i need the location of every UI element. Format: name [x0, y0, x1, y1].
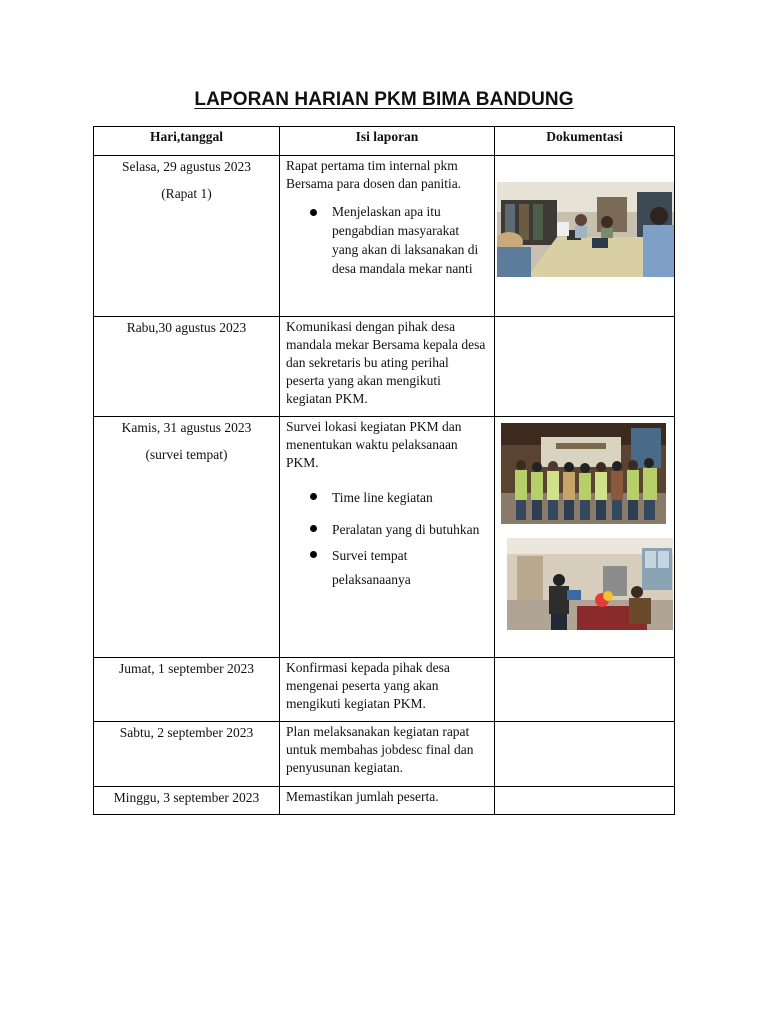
content-text: Komunikasi dengan pihak desa mandala mekar Bersama kepala desa dan sekretaris bu ating perihal peserta yang akan mengikuti kegiatan PKM. [286, 319, 486, 406]
report-table [93, 126, 675, 815]
group-photo [501, 423, 666, 524]
date-cell [94, 156, 280, 317]
date-text: Sabtu, 2 september 2023 [119, 725, 254, 740]
table-row [94, 658, 675, 722]
date-text: Rabu,30 agustus 2023 [126, 320, 247, 335]
content-text: Memastikan jumlah peserta. [286, 789, 439, 804]
table-row [94, 156, 675, 317]
documentation-cell [495, 787, 675, 815]
content-cell [280, 317, 495, 417]
date-note: (Rapat 1) [161, 186, 212, 201]
content-cell [280, 658, 495, 722]
bullet-item: Survei tempat pelaksanaanya [286, 544, 488, 592]
content-cell [280, 787, 495, 815]
documentation-cell [495, 156, 675, 317]
header-documentation: Dokumentasi [495, 127, 675, 156]
bullet-item: Time line kegiatan [286, 486, 488, 510]
table-row [94, 787, 675, 815]
date-text: Jumat, 1 september 2023 [119, 661, 254, 676]
content-text: Plan melaksanakan kegiatan rapat untuk membahas jobdesc final dan penyusunan kegiatan. [286, 724, 474, 775]
page-title: LAPORAN HARIAN PKM BIMA BANDUNG [194, 89, 574, 110]
header-content: Isi laporan [280, 127, 495, 156]
table-row [94, 417, 675, 658]
date-cell [94, 317, 280, 417]
content-text: Survei lokasi kegiatan PKM dan menentukan waktu pelaksanaan PKM. [286, 419, 462, 470]
content-cell [280, 156, 495, 317]
table-row [94, 317, 675, 417]
bullet-item: Menjelaskan apa itu pengabdian masyarakat yang akan di laksanakan di desa mandala mekar nanti [286, 202, 488, 278]
documentation-cell [495, 658, 675, 722]
interview-photo [507, 538, 673, 630]
date-cell [94, 722, 280, 787]
content-cell [280, 722, 495, 787]
table-row [94, 722, 675, 787]
content-cell [280, 417, 495, 658]
table-header-row [94, 127, 675, 156]
documentation-cell [495, 317, 675, 417]
bullet-item: Peralatan yang di butuhkan [286, 518, 488, 542]
date-text: Minggu, 3 september 2023 [113, 790, 260, 805]
documentation-cell [495, 722, 675, 787]
header-date: Hari,tanggal [94, 127, 280, 156]
date-cell [94, 658, 280, 722]
date-text: Kamis, 31 agustus 2023 [121, 420, 252, 435]
date-note: (survei tempat) [145, 447, 228, 462]
meeting-photo [497, 182, 674, 277]
content-text: Konfirmasi kepada pihak desa mengenai peserta yang akan mengikuti kegiatan PKM. [286, 660, 450, 711]
date-cell [94, 787, 280, 815]
content-text: Rapat pertama tim internal pkm Bersama para dosen dan panitia. [286, 158, 462, 191]
documentation-cell [495, 417, 675, 658]
date-text: Selasa, 29 agustus 2023 [122, 159, 251, 174]
date-cell [94, 417, 280, 658]
